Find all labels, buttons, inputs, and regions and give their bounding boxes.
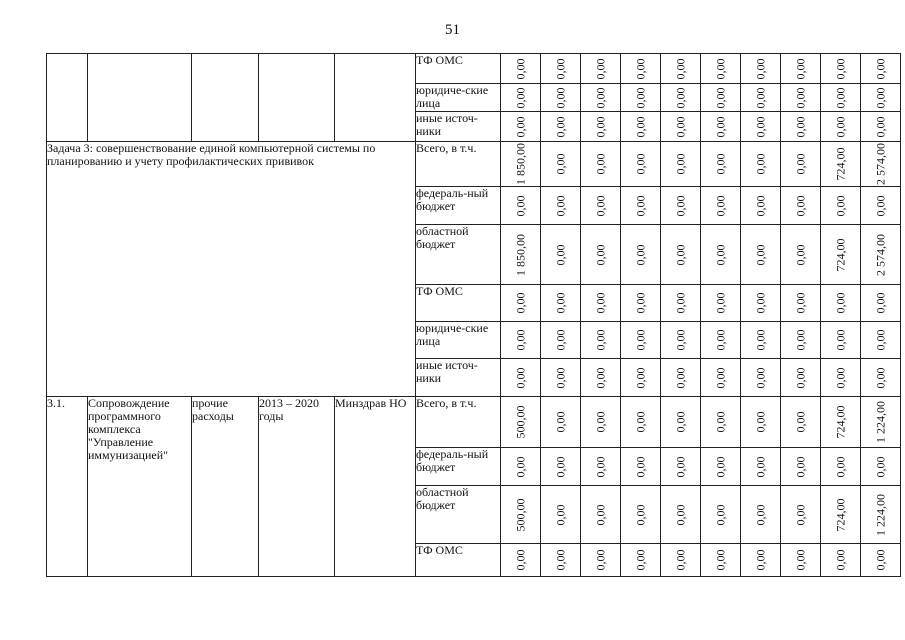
value-cell	[741, 142, 781, 187]
value-cell	[781, 112, 821, 142]
value-cell	[581, 544, 621, 577]
value-text: 0,00	[553, 329, 567, 351]
value-cell	[701, 448, 741, 486]
value-text: 0,00	[753, 195, 767, 216]
value-cell	[501, 285, 541, 322]
value-cell	[741, 84, 781, 112]
value-text: 0,00	[553, 456, 567, 477]
task-title: Задача 3: совершенствование единой компьютерной системы по планированию и учету профилактических прививок	[47, 142, 416, 397]
value-cell	[541, 54, 581, 84]
value-text: 0,00	[593, 549, 607, 571]
value-text: 0,00	[513, 87, 527, 108]
value-text: 0,00	[753, 549, 767, 571]
value-text: 0,00	[593, 367, 607, 388]
value-text: 0,00	[713, 116, 727, 137]
value-cell	[501, 112, 541, 142]
value-cell	[661, 359, 701, 397]
value-text: 0,00	[593, 504, 607, 525]
value-cell	[701, 225, 741, 285]
value-cell	[621, 486, 661, 544]
value-cell	[861, 486, 901, 544]
value-cell	[701, 187, 741, 225]
value-cell	[541, 187, 581, 225]
funding-source-label: иные источ-ники	[416, 359, 501, 397]
value-text: 0,00	[793, 58, 807, 79]
value-cell	[781, 359, 821, 397]
value-cell	[501, 187, 541, 225]
item-number: 3.1.	[47, 397, 88, 577]
value-text: 0,00	[873, 58, 887, 79]
value-text: 0,00	[593, 195, 607, 216]
value-cell	[861, 448, 901, 486]
value-cell	[821, 225, 861, 285]
value-text: 0,00	[593, 58, 607, 79]
table-row	[47, 142, 901, 187]
value-cell	[541, 486, 581, 544]
value-cell	[621, 448, 661, 486]
value-text: 0,00	[833, 195, 847, 216]
value-cell	[661, 112, 701, 142]
period: 2013 – 2020 годы	[259, 397, 335, 577]
value-text: 2 574,00	[873, 233, 887, 276]
value-cell	[861, 359, 901, 397]
value-text: 0,00	[793, 195, 807, 216]
value-text: 0,00	[713, 411, 727, 433]
value-text: 0,00	[793, 456, 807, 477]
value-cell	[621, 54, 661, 84]
value-cell	[621, 187, 661, 225]
value-cell	[661, 285, 701, 322]
value-text: 0,00	[713, 244, 727, 265]
value-text: 0,00	[793, 549, 807, 571]
value-text: 0,00	[553, 244, 567, 265]
value-cell	[541, 225, 581, 285]
value-cell	[581, 448, 621, 486]
value-cell	[501, 397, 541, 448]
value-cell	[821, 142, 861, 187]
value-cell	[661, 397, 701, 448]
value-text: 0,00	[593, 116, 607, 137]
value-cell	[501, 448, 541, 486]
value-text: 0,00	[873, 367, 887, 388]
value-text: 0,00	[593, 411, 607, 433]
budget-table	[46, 53, 901, 577]
value-cell	[861, 54, 901, 84]
value-text: 0,00	[513, 329, 527, 351]
value-cell	[781, 142, 821, 187]
value-cell	[621, 142, 661, 187]
value-text: 0,00	[713, 456, 727, 477]
executor: Минздрав НО	[335, 397, 416, 577]
value-cell	[661, 448, 701, 486]
value-text: 0,00	[753, 87, 767, 108]
funding-source-label: иные источ-ники	[416, 112, 501, 142]
value-text: 0,00	[753, 456, 767, 477]
value-cell	[661, 486, 701, 544]
value-cell	[501, 54, 541, 84]
value-cell	[541, 142, 581, 187]
value-cell	[501, 544, 541, 577]
value-text: 0,00	[673, 292, 687, 314]
funding-source-label: ТФ ОМС	[416, 285, 501, 322]
value-cell	[541, 544, 581, 577]
value-text: 1 224,00	[873, 401, 887, 443]
value-text: 0,00	[593, 87, 607, 108]
value-text: 0,00	[833, 549, 847, 571]
value-cell	[741, 486, 781, 544]
value-cell	[781, 322, 821, 359]
value-cell	[861, 285, 901, 322]
value-cell	[781, 285, 821, 322]
value-text: 0,00	[633, 549, 647, 571]
value-cell	[741, 187, 781, 225]
value-text: 0,00	[713, 367, 727, 388]
value-cell	[581, 285, 621, 322]
value-cell	[781, 54, 821, 84]
value-cell	[781, 187, 821, 225]
value-text: 724,00	[833, 147, 847, 181]
value-cell	[741, 359, 781, 397]
value-cell	[861, 544, 901, 577]
empty-cell	[192, 54, 259, 142]
value-text: 0,00	[713, 58, 727, 79]
value-cell	[781, 397, 821, 448]
table-row	[47, 397, 901, 448]
value-text: 2 574,00	[873, 143, 887, 185]
value-cell	[661, 54, 701, 84]
value-text: 0,00	[673, 153, 687, 175]
value-cell	[781, 84, 821, 112]
value-cell	[661, 322, 701, 359]
value-text: 0,00	[673, 58, 687, 79]
value-text: 0,00	[513, 367, 527, 388]
value-cell	[541, 322, 581, 359]
value-text: 0,00	[753, 116, 767, 137]
empty-cell	[335, 54, 416, 142]
value-cell	[861, 397, 901, 448]
value-cell	[701, 359, 741, 397]
value-text: 0,00	[633, 58, 647, 79]
value-text: 0,00	[713, 153, 727, 175]
value-text: 0,00	[553, 195, 567, 216]
value-text: 0,00	[553, 116, 567, 137]
value-text: 0,00	[513, 58, 527, 79]
empty-cell	[259, 54, 335, 142]
value-cell	[821, 544, 861, 577]
value-text: 0,00	[513, 116, 527, 137]
value-cell	[621, 112, 661, 142]
value-text: 0,00	[553, 292, 567, 314]
funding-source-label: федераль-ный бюджет	[416, 448, 501, 486]
value-text: 0,00	[753, 153, 767, 175]
value-text: 0,00	[633, 87, 647, 108]
value-cell	[501, 84, 541, 112]
value-text: 0,00	[873, 195, 887, 216]
value-text: 0,00	[873, 116, 887, 137]
value-cell	[581, 54, 621, 84]
value-text: 0,00	[593, 329, 607, 351]
value-text: 1 850,00	[513, 233, 527, 276]
value-cell	[541, 397, 581, 448]
value-cell	[781, 225, 821, 285]
value-text: 0,00	[633, 411, 647, 433]
value-cell	[701, 112, 741, 142]
value-text: 0,00	[513, 549, 527, 571]
value-text: 0,00	[633, 504, 647, 525]
value-cell	[741, 54, 781, 84]
value-text: 724,00	[833, 405, 847, 439]
value-text: 0,00	[593, 244, 607, 265]
value-text: 0,00	[873, 292, 887, 314]
value-cell	[581, 359, 621, 397]
value-cell	[741, 285, 781, 322]
value-text: 0,00	[833, 87, 847, 108]
value-text: 0,00	[553, 153, 567, 175]
value-text: 0,00	[753, 292, 767, 314]
value-cell	[581, 397, 621, 448]
value-text: 0,00	[753, 367, 767, 388]
value-cell	[501, 322, 541, 359]
value-cell	[541, 84, 581, 112]
value-text: 0,00	[873, 87, 887, 108]
value-text: 0,00	[633, 244, 647, 265]
value-cell	[821, 448, 861, 486]
value-text: 0,00	[673, 549, 687, 571]
value-cell	[861, 225, 901, 285]
value-text: 0,00	[553, 58, 567, 79]
value-text: 0,00	[793, 244, 807, 265]
value-cell	[821, 486, 861, 544]
value-text: 0,00	[833, 367, 847, 388]
funding-source-label: областной бюджет	[416, 225, 501, 285]
value-cell	[781, 486, 821, 544]
value-text: 0,00	[593, 153, 607, 175]
value-text: 0,00	[793, 367, 807, 388]
value-cell	[621, 359, 661, 397]
value-cell	[741, 397, 781, 448]
page-number: 51	[445, 22, 460, 38]
value-cell	[541, 112, 581, 142]
value-cell	[501, 486, 541, 544]
value-text: 0,00	[833, 329, 847, 351]
value-cell	[821, 285, 861, 322]
value-cell	[501, 142, 541, 187]
value-text: 0,00	[673, 456, 687, 477]
value-cell	[621, 397, 661, 448]
value-text: 0,00	[713, 87, 727, 108]
value-cell	[661, 225, 701, 285]
value-cell	[701, 544, 741, 577]
value-cell	[581, 322, 621, 359]
value-text: 0,00	[873, 329, 887, 351]
value-cell	[621, 84, 661, 112]
value-text: 0,00	[633, 456, 647, 477]
value-text: 0,00	[793, 153, 807, 175]
funding-source-label: юридиче-ские лица	[416, 84, 501, 112]
funding-source-label: юридиче-ские лица	[416, 322, 501, 359]
value-text: 0,00	[673, 411, 687, 433]
value-text: 0,00	[713, 292, 727, 314]
value-text: 500,00	[513, 405, 527, 439]
value-cell	[741, 544, 781, 577]
value-text: 724,00	[833, 498, 847, 531]
value-text: 0,00	[713, 504, 727, 525]
value-cell	[621, 322, 661, 359]
value-cell	[701, 322, 741, 359]
item-name: Сопровождение программного комплекса "Управление иммунизацией"	[88, 397, 192, 577]
value-text: 0,00	[513, 195, 527, 216]
value-cell	[581, 112, 621, 142]
value-cell	[501, 359, 541, 397]
value-cell	[581, 187, 621, 225]
value-cell	[741, 112, 781, 142]
value-text: 0,00	[673, 244, 687, 265]
value-text: 0,00	[753, 329, 767, 351]
value-cell	[821, 187, 861, 225]
value-text: 0,00	[633, 329, 647, 351]
value-cell	[541, 285, 581, 322]
value-cell	[621, 225, 661, 285]
value-cell	[701, 54, 741, 84]
value-text: 0,00	[753, 58, 767, 79]
value-text: 0,00	[793, 329, 807, 351]
funding-source-label: областной бюджет	[416, 486, 501, 544]
value-text: 0,00	[513, 292, 527, 314]
value-cell	[861, 142, 901, 187]
expense-type: прочие расходы	[192, 397, 259, 577]
value-text: 0,00	[553, 411, 567, 433]
value-text: 0,00	[673, 195, 687, 216]
value-cell	[541, 359, 581, 397]
value-text: 0,00	[713, 549, 727, 571]
value-text: 0,00	[833, 292, 847, 314]
value-cell	[621, 285, 661, 322]
funding-source-label: ТФ ОМС	[416, 54, 501, 84]
value-text: 0,00	[713, 195, 727, 216]
value-cell	[701, 486, 741, 544]
value-cell	[501, 225, 541, 285]
value-cell	[581, 84, 621, 112]
value-cell	[541, 448, 581, 486]
funding-source-label: Всего, в т.ч.	[416, 397, 501, 448]
value-text: 0,00	[713, 329, 727, 351]
value-cell	[861, 84, 901, 112]
value-cell	[581, 142, 621, 187]
funding-source-label: Всего, в т.ч.	[416, 142, 501, 187]
value-text: 0,00	[833, 58, 847, 79]
value-text: 0,00	[633, 367, 647, 388]
value-text: 0,00	[793, 87, 807, 108]
value-cell	[821, 112, 861, 142]
value-cell	[821, 84, 861, 112]
value-text: 0,00	[793, 411, 807, 433]
value-cell	[741, 448, 781, 486]
value-cell	[821, 54, 861, 84]
value-text: 1 224,00	[873, 493, 887, 536]
value-text: 500,00	[513, 498, 527, 531]
value-text: 0,00	[873, 456, 887, 477]
value-text: 0,00	[633, 292, 647, 314]
value-cell	[701, 285, 741, 322]
value-cell	[821, 397, 861, 448]
value-text: 0,00	[553, 87, 567, 108]
value-cell	[741, 322, 781, 359]
value-cell	[621, 544, 661, 577]
value-cell	[581, 225, 621, 285]
value-text: 0,00	[793, 116, 807, 137]
table-row	[47, 54, 901, 84]
value-text: 0,00	[633, 195, 647, 216]
value-cell	[661, 142, 701, 187]
value-cell	[861, 187, 901, 225]
value-cell	[861, 112, 901, 142]
value-cell	[741, 225, 781, 285]
value-text: 0,00	[673, 329, 687, 351]
empty-cell	[47, 54, 88, 142]
value-cell	[821, 359, 861, 397]
value-text: 0,00	[753, 244, 767, 265]
value-text: 0,00	[833, 456, 847, 477]
value-cell	[781, 448, 821, 486]
value-cell	[661, 544, 701, 577]
value-text: 0,00	[513, 456, 527, 477]
value-text: 0,00	[873, 549, 887, 571]
value-cell	[821, 322, 861, 359]
value-text: 724,00	[833, 238, 847, 271]
value-cell	[661, 187, 701, 225]
value-cell	[661, 84, 701, 112]
value-text: 1 850,00	[513, 143, 527, 185]
value-text: 0,00	[793, 292, 807, 314]
value-text: 0,00	[553, 367, 567, 388]
value-text: 0,00	[833, 116, 847, 137]
value-text: 0,00	[673, 116, 687, 137]
value-cell	[861, 322, 901, 359]
value-text: 0,00	[633, 153, 647, 175]
value-cell	[781, 544, 821, 577]
value-text: 0,00	[553, 549, 567, 571]
value-text: 0,00	[633, 116, 647, 137]
funding-source-label: федераль-ный бюджет	[416, 187, 501, 225]
value-text: 0,00	[593, 456, 607, 477]
value-text: 0,00	[753, 504, 767, 525]
value-cell	[701, 84, 741, 112]
value-text: 0,00	[673, 367, 687, 388]
value-text: 0,00	[553, 504, 567, 525]
value-cell	[701, 397, 741, 448]
funding-source-label: ТФ ОМС	[416, 544, 501, 577]
value-text: 0,00	[673, 87, 687, 108]
value-text: 0,00	[753, 411, 767, 433]
value-text: 0,00	[593, 292, 607, 314]
empty-cell	[88, 54, 192, 142]
value-cell	[701, 142, 741, 187]
value-text: 0,00	[673, 504, 687, 525]
value-cell	[581, 486, 621, 544]
value-text: 0,00	[793, 504, 807, 525]
